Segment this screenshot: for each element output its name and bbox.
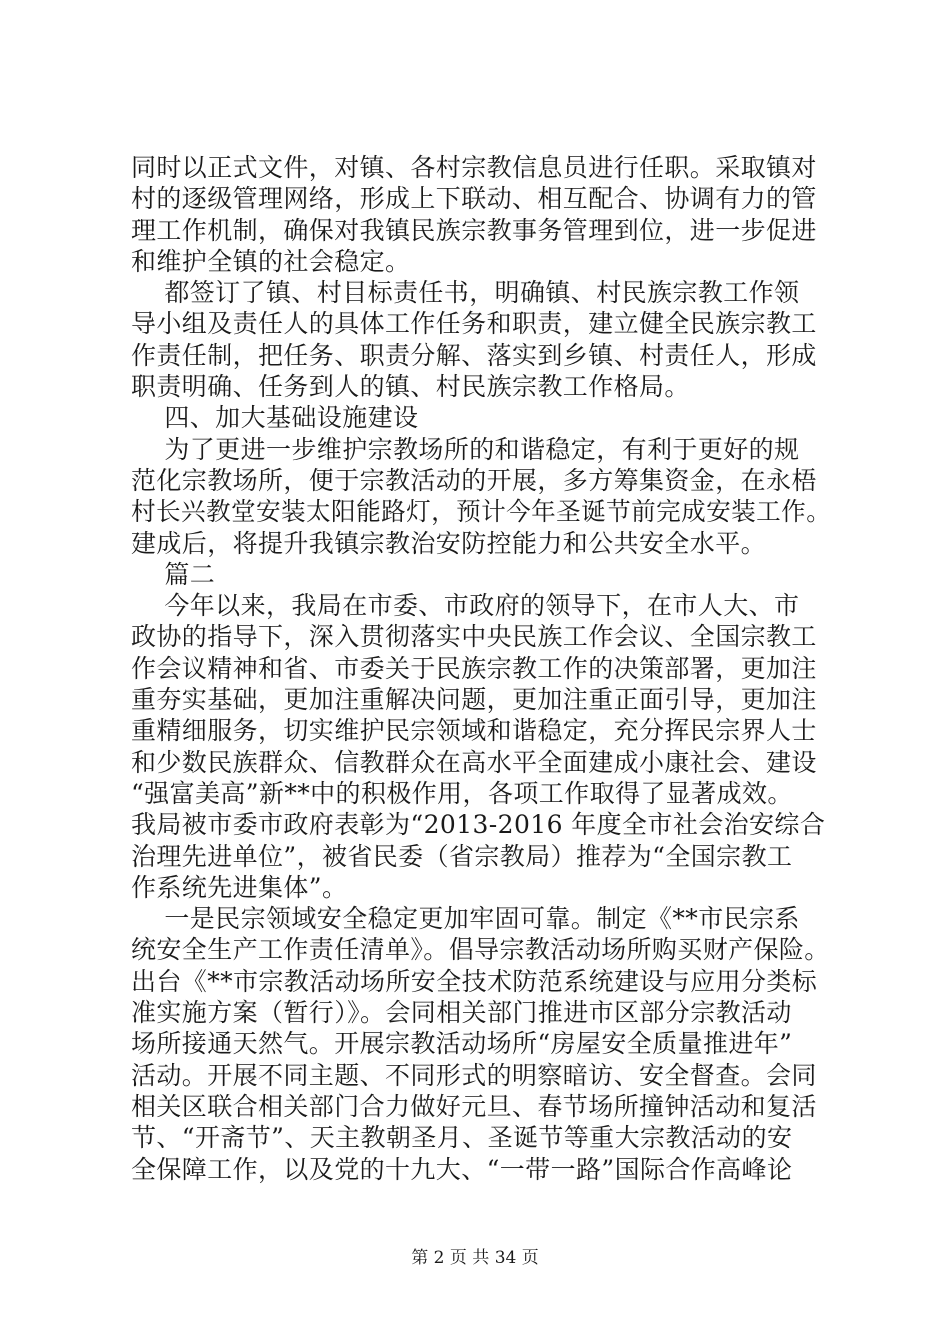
text-line: 节、“开斋节”、天主教朝圣月、圣诞节等重大宗教活动的安 [131,1123,793,1153]
text-line: 范化宗教场所，便于宗教活动的开展，多方筹集资金，在永梧 [131,465,817,495]
text-line: 篇二 [131,559,216,589]
text-line: 准实施方案（暂行）》。会同相关部门推进市区部分宗教活动 [131,998,792,1028]
text-line: 活动。开展不同主题、不同形式的明察暗访、安全督查。会同 [131,1060,817,1090]
text-line: 今年以来，我局在市委、市政府的领导下，在市人大、市 [131,591,800,621]
text-line: 一是民宗领域安全稳定更加牢固可靠。制定《**市民宗系 [131,904,800,934]
text-line: 统安全生产工作责任清单》。倡导宗教活动场所购买财产保险。 [131,935,830,965]
text-line: 和维护全镇的社会稳定。 [131,246,411,276]
text-line: 建成后，将提升我镇宗教治安防控能力和公共安全水平。 [131,528,767,558]
text-line: 我局被市委市政府表彰为“2013-2016 年度全市社会治安综合 [131,810,826,840]
document-body [131,152,831,1185]
text-line: 作系统先进集体”。 [131,872,348,902]
text-line: 导小组及责任人的具体工作任务和职责，建立健全民族宗教工 [131,309,817,339]
text-line: 作会议精神和省、市委关于民族宗教工作的决策部署，更加注 [131,653,817,683]
text-line: 全保障工作，以及党的十九大、“一带一路”国际合作高峰论 [131,1154,793,1184]
text-line: 出台《**市宗教活动场所安全技术防范系统建设与应用分类标 [131,966,818,996]
text-line: 相关区联合相关部门合力做好元旦、春节场所撞钟活动和复活 [131,1091,817,1121]
page-footer: 第 2 页 共 34 页 [411,1248,539,1268]
text-line: 都签订了镇、村目标责任书，明确镇、村民族宗教工作领 [131,278,800,308]
text-line: 职责明确、任务到人的镇、村民族宗教工作格局。 [131,372,690,402]
text-line: 作责任制，把任务、职责分解、落实到乡镇、村责任人，形成 [131,340,817,370]
text-line: 村的逐级管理网络，形成上下联动、相互配合、协调有力的管 [131,184,817,214]
text-line: 为了更进一步维护宗教场所的和谐稳定，有利于更好的规 [131,434,800,464]
text-line: 同时以正式文件，对镇、各村宗教信息员进行任职。采取镇对 [131,153,817,182]
text-line: “强富美高”新**中的积极作用，各项工作取得了显著成效。 [131,778,793,808]
text-line: 四、加大基础设施建设 [131,403,419,433]
text-line: 场所接通天然气。开展宗教活动场所“房屋安全质量推进年” [131,1029,793,1059]
text-line: 治理先进单位”，被省民委（省宗教局）推荐为“全国宗教工 [131,841,793,871]
text-line: 村长兴教堂安装太阳能路灯，预计今年圣诞节前完成安装工作。 [131,497,832,527]
text-line: 重夯实基础，更加注重解决问题，更加注重正面引导，更加注 [131,685,817,715]
text-line: 政协的指导下，深入贯彻落实中央民族工作会议、全国宗教工 [131,622,817,652]
text-line: 重精细服务，切实维护民宗领域和谐稳定，充分挥民宗界人士 [131,716,817,746]
text-line: 和少数民族群众、信教群众在高水平全面建成小康社会、建设 [131,747,817,777]
text-line: 理工作机制，确保对我镇民族宗教事务管理到位，进一步促进 [131,215,817,245]
